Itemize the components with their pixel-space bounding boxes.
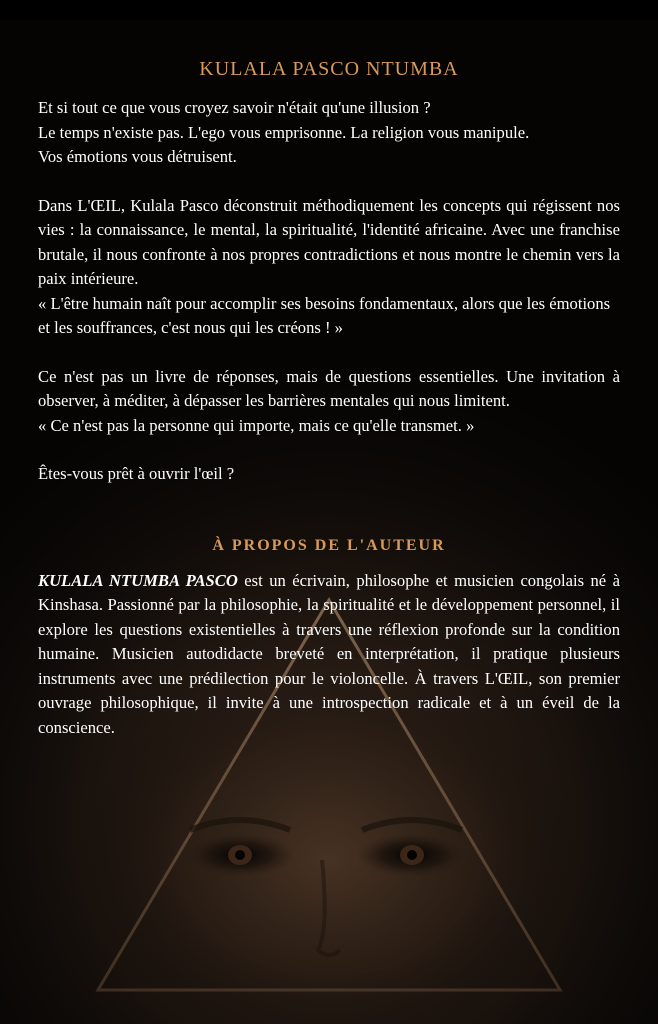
- body-paragraph-2: Ce n'est pas un livre de réponses, mais de questions essentielles. Une invitation à observer, à méditer, à dépasser les barrières mentales qui nous limitent.: [38, 366, 620, 410]
- about-paragraph: [38, 569, 620, 741]
- text-content: [38, 48, 620, 740]
- intro-line-3: Vos émotions vous détruisent.: [38, 147, 237, 166]
- body-quote-1: « L'être humain naît pour accomplir ses besoins fondamentaux, alors que les émotions et les souffrances, c'est nous qui les créons ! »: [38, 293, 611, 337]
- body-quote-2: « Ce n'est pas la personne qui importe, mais ce qu'elle transmet. »: [38, 415, 475, 435]
- author-title: KULALA PASCO NTUMBA: [199, 58, 459, 80]
- body-question: Êtes-vous prêt à ouvrir l'œil ?: [38, 464, 235, 483]
- about-text: est un écrivain, philosophe et musicien congolais né à Kinshasa. Passionné par la philosophie, la spiritualité et le développement personnel, il explore les questions existentielles à travers une réflexion profonde sur la condition humaine. Musicien autodidacte breveté en interprétation, il pratique plusieurs instruments avec une prédilection pour le violoncelle. À travers L'ŒIL, son premier ouvrage philosophique, il invite à une introspection radicale et à un éveil de la conscience.: [38, 570, 621, 737]
- about-title: À PROPOS DE L'AUTEUR: [212, 536, 446, 554]
- intro-line-1: Et si tout ce que vous croyez savoir n'était qu'une illusion ?: [38, 98, 431, 117]
- about-author-name: KULALA NTUMBA PASCO: [38, 570, 238, 590]
- body-paragraph-1: Dans L'ŒIL, Kulala Pasco déconstruit méthodiquement les concepts qui régissent nos vies : la connaissance, le mental, la spiritualité, l'identité africaine. Avec une franchise brutale, il nous confronte à nos propres contradictions et nous montre le chemin vers la paix intérieure.: [38, 195, 620, 288]
- intro-line-2: Le temps n'existe pas. L'ego vous emprisonne. La religion vous manipule.: [38, 122, 530, 142]
